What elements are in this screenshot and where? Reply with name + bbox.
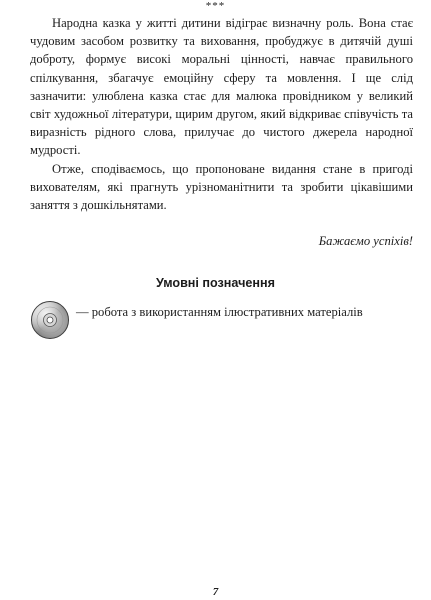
page-number: 7 [212, 586, 219, 598]
legend-title: Умовні позначення [156, 276, 275, 290]
main-text [30, 14, 413, 214]
legend-item-text: — робота з використанням ілюстративних матеріалів [76, 305, 363, 319]
closing-wish: Бажаємо успіхів! [318, 234, 413, 248]
legend-item [30, 300, 410, 344]
cd-disc-icon [30, 300, 70, 340]
paragraph-1: Народна казка у житті дитини відіграє визначну роль. Вона стає чудовим засобом розвитку та виховання, пробуджує в дитячій душі доброту, формує високі моральні цінності, навчає правильного спілкування, збагачує емоційну сферу та мовлення. І ще слід зазначити: улюблена казка стає для малюка провідником у великий світ художньої літератури, щирим другом, який відкриває співучість та виразність рідного слова, прилучає до чистого джерела народної мудрості. [30, 16, 413, 158]
section-separator: *** [205, 0, 226, 12]
paragraph-2: Отже, сподіваємось, що пропоноване видання стане в пригоді вихователям, які прагнуть урізноманітнити та зробити цікавішими заняття з дошкільнятами. [30, 161, 413, 213]
